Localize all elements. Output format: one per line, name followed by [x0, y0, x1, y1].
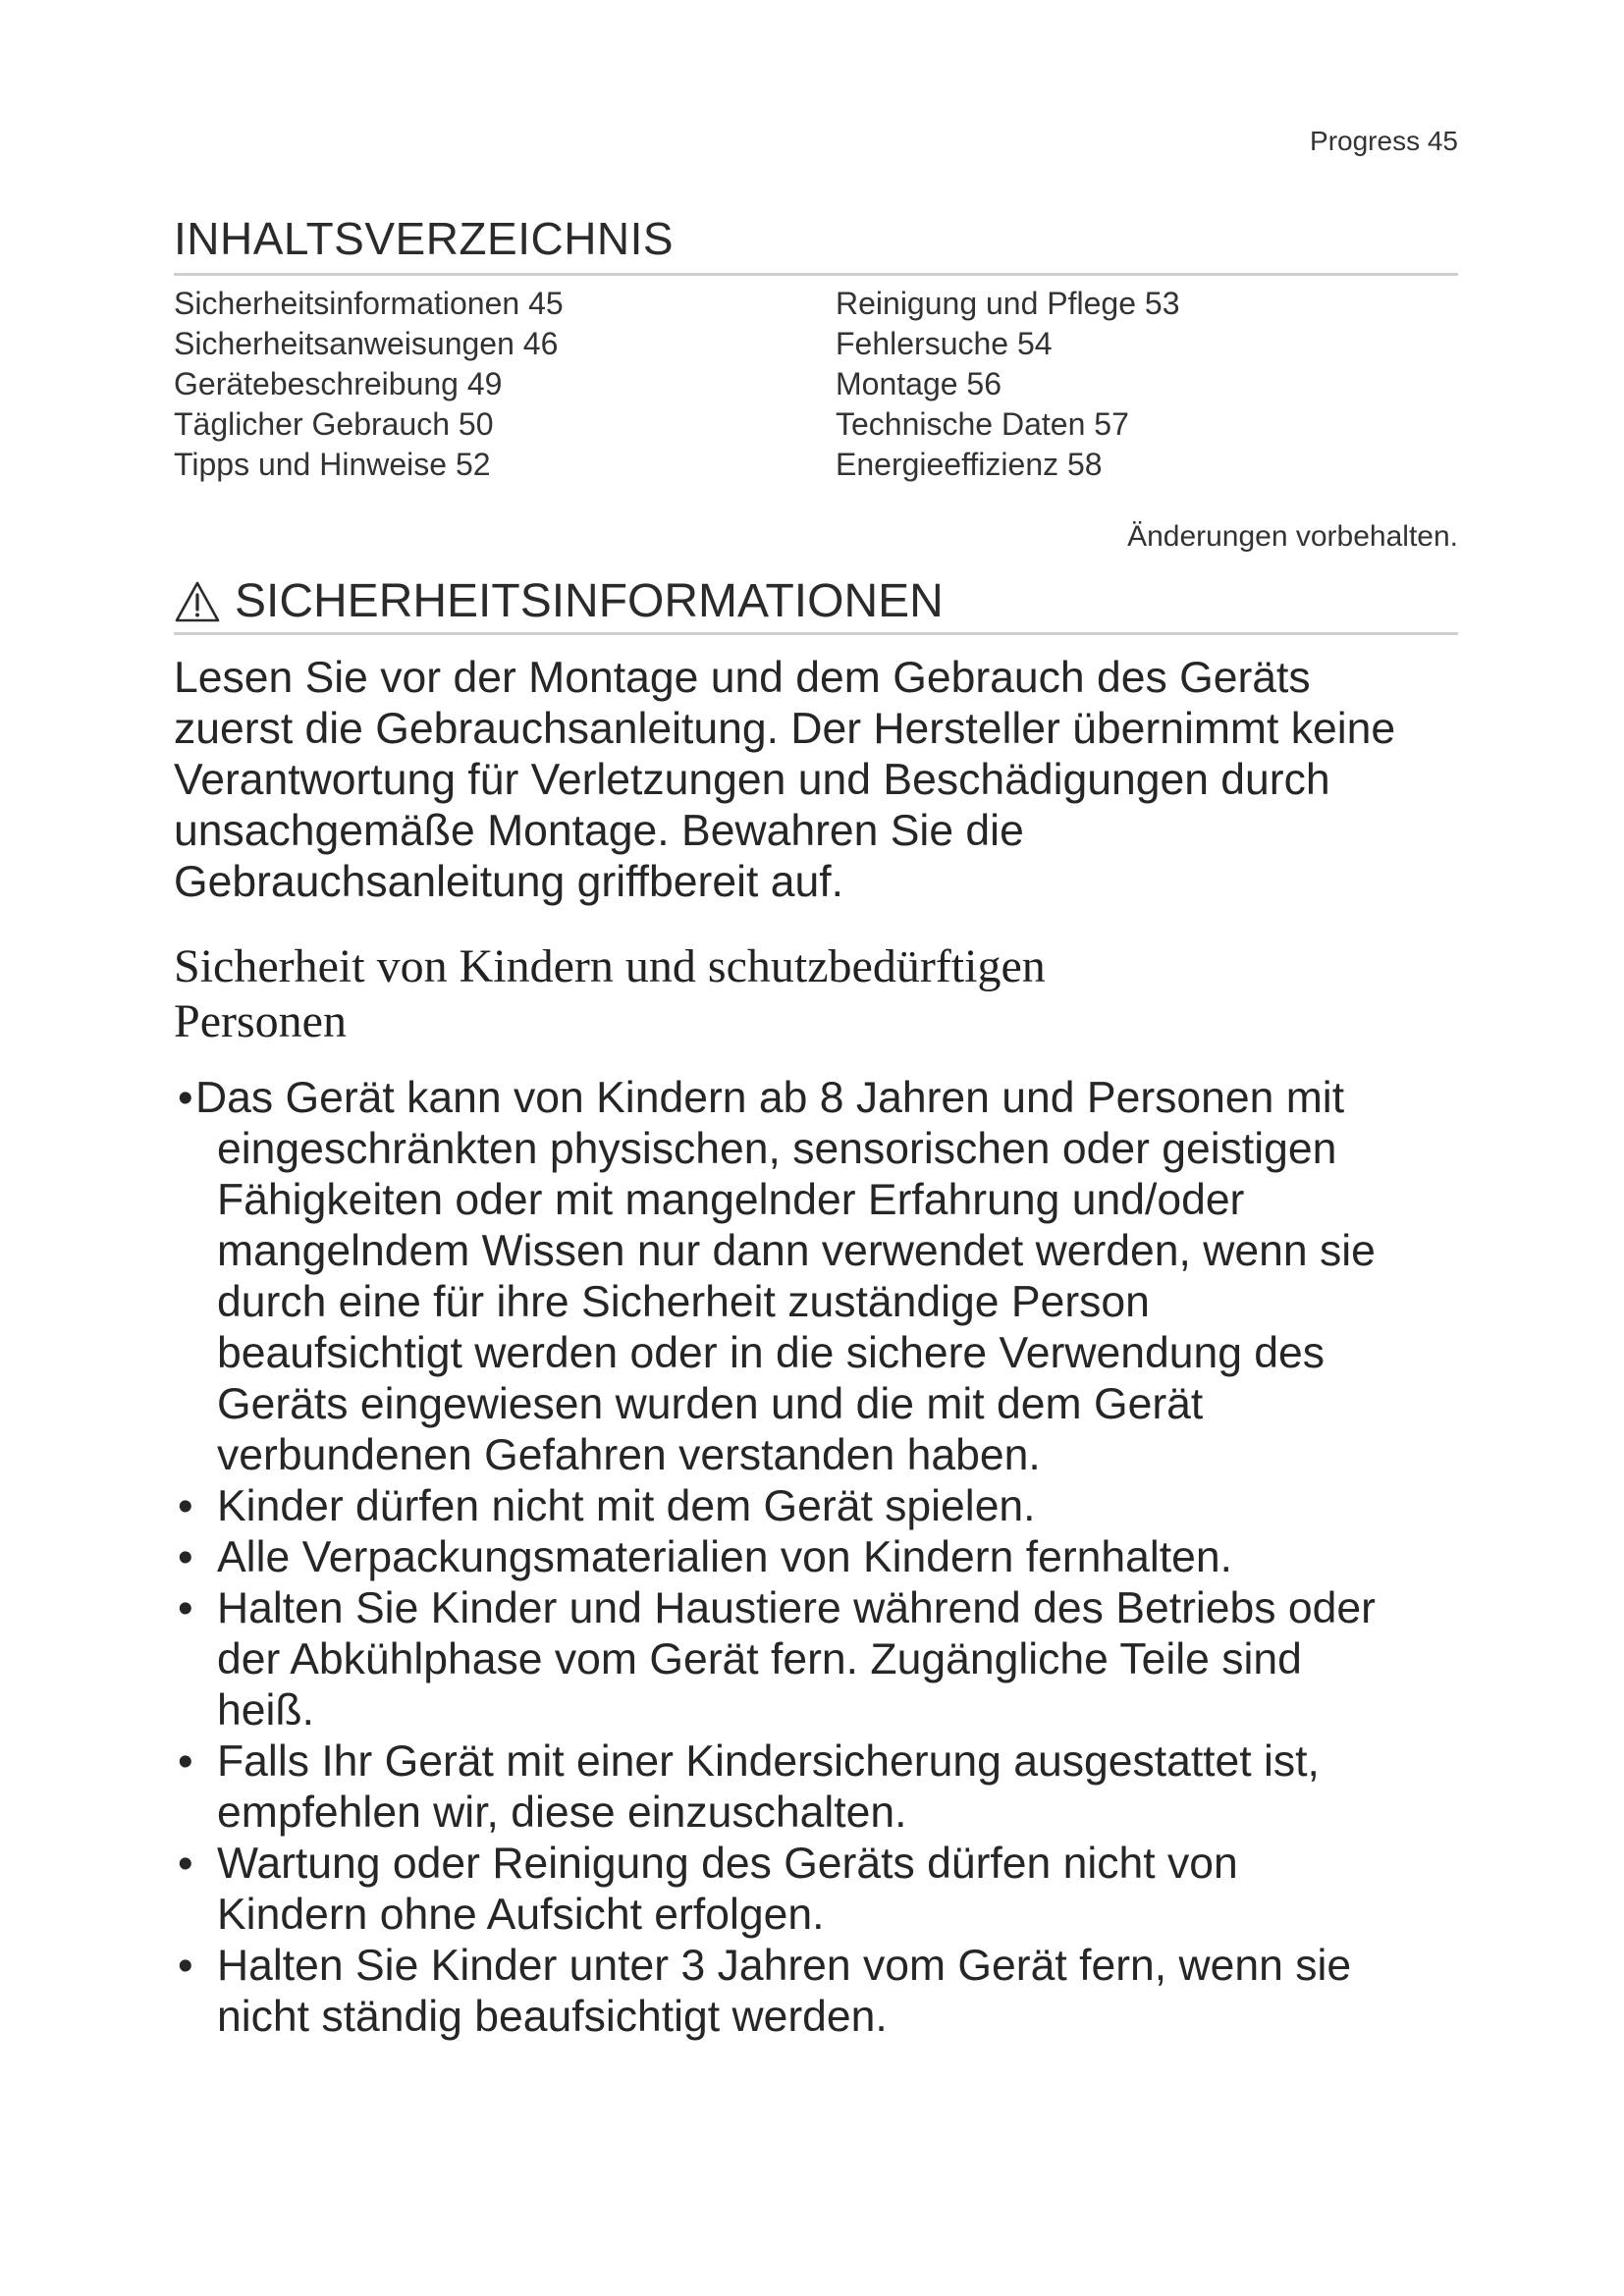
bullet-line: Kinder dürfen nicht mit dem Gerät spielen. [217, 1482, 1036, 1530]
toc-entry: Energieeffizienz 58 [836, 447, 1103, 482]
bullet-item [174, 1073, 1470, 1481]
intro-line: Verantwortung für Verletzungen und Beschädigungen durch [174, 756, 1330, 804]
bullet-dot: • [178, 1840, 193, 1888]
changes-notice: Änderungen vorbehalten. [1127, 520, 1458, 553]
bullet-dot: • [178, 1584, 193, 1632]
intro-paragraph [174, 653, 1470, 908]
toc-entry: Montage 56 [836, 366, 1002, 401]
bullet-line: Wartung oder Reinigung des Geräts dürfen nicht von [217, 1840, 1238, 1888]
bullet-item [174, 1583, 1470, 1736]
bullet-line: Falls Ihr Gerät mit einer Kindersicherung ausgestattet ist, [217, 1737, 1320, 1786]
safety-section-title: SICHERHEITSINFORMATIONEN [235, 575, 944, 627]
toc-left-column [174, 284, 564, 485]
bullet-dot: • [178, 1942, 193, 1990]
bullet-line: Das Gerät kann von Kindern ab 8 Jahren und Personen mit [195, 1074, 1345, 1122]
bullet-line: Alle Verpackungsmaterialien von Kindern fernhalten. [217, 1533, 1233, 1581]
bullet-line: der Abkühlphase vom Gerät fern. Zugängliche Teile sind [217, 1635, 1302, 1683]
bullet-line: eingeschränkten physischen, sensorischen oder geistigen [217, 1125, 1337, 1173]
bullet-item [174, 1481, 1470, 1532]
bullet-dot: • [178, 1074, 193, 1122]
bullet-item [174, 1839, 1470, 1941]
toc-entry: Sicherheitsinformationen 45 [174, 286, 564, 321]
safety-section-heading [174, 574, 944, 628]
bullet-line: Halten Sie Kinder und Haustiere während des Betriebs oder [217, 1584, 1376, 1632]
intro-line: Lesen Sie vor der Montage und dem Gebrauch des Geräts [174, 654, 1311, 702]
child-safety-bullet-list [174, 1073, 1470, 2043]
toc-entry: Gerätebeschreibung 49 [174, 366, 503, 401]
toc-entry: Fehlersuche 54 [836, 326, 1053, 361]
bullet-line: nicht ständig beaufsichtigt werden. [217, 1993, 888, 2041]
bullet-item [174, 1532, 1470, 1583]
bullet-item [174, 1941, 1470, 2043]
bullet-line: beaufsichtigt werden oder in die sichere Verwendung des [217, 1329, 1326, 1377]
bullet-line: Fähigkeiten oder mit mangelnder Erfahrung und/oder [217, 1176, 1245, 1224]
bullet-line: durch eine für ihre Sicherheit zuständige Person [217, 1278, 1150, 1326]
bullet-line: verbundenen Gefahren verstanden haben. [217, 1431, 1041, 1479]
warning-triangle-icon [174, 580, 221, 623]
bullet-dot: • [178, 1533, 193, 1581]
bullet-line: Halten Sie Kinder unter 3 Jahren vom Gerät fern, wenn sie [217, 1942, 1352, 1990]
toc-entry: Tipps und Hinweise 52 [174, 447, 491, 482]
bullet-dot: • [178, 1482, 193, 1530]
toc-entry: Sicherheitsanweisungen 46 [174, 326, 559, 361]
subheading-line: Sicherheit von Kindern und schutzbedürftigen [174, 940, 1046, 992]
subheading-line: Personen [174, 995, 347, 1047]
toc-divider [174, 273, 1458, 276]
intro-line: unsachgemäße Montage. Bewahren Sie die [174, 807, 1024, 855]
page-header-label: Progress 45 [1310, 126, 1458, 156]
toc-entry: Täglicher Gebrauch 50 [174, 406, 494, 442]
toc-right-column [836, 284, 1180, 485]
bullet-item [174, 1736, 1470, 1839]
bullet-dot: • [178, 1737, 193, 1786]
toc-title: INHALTSVERZEICHNIS [174, 213, 675, 264]
toc-entry: Technische Daten 57 [836, 406, 1129, 442]
bullet-line: Kindern ohne Aufsicht erfolgen. [217, 1891, 825, 1939]
intro-line: zuerst die Gebrauchsanleitung. Der Hersteller übernimmt keine [174, 705, 1396, 753]
child-safety-subheading [174, 939, 1046, 1049]
bullet-line: heiß. [217, 1686, 314, 1735]
bullet-line: empfehlen wir, diese einzuschalten. [217, 1789, 907, 1837]
intro-line: Gebrauchsanleitung griffbereit auf. [174, 858, 843, 906]
toc-entry: Reinigung und Pflege 53 [836, 286, 1180, 321]
bullet-line: Geräts eingewiesen wurden und die mit dem Gerät [217, 1380, 1204, 1428]
bullet-line: mangelndem Wissen nur dann verwendet werden, wenn sie [217, 1227, 1376, 1275]
safety-divider [174, 632, 1458, 635]
